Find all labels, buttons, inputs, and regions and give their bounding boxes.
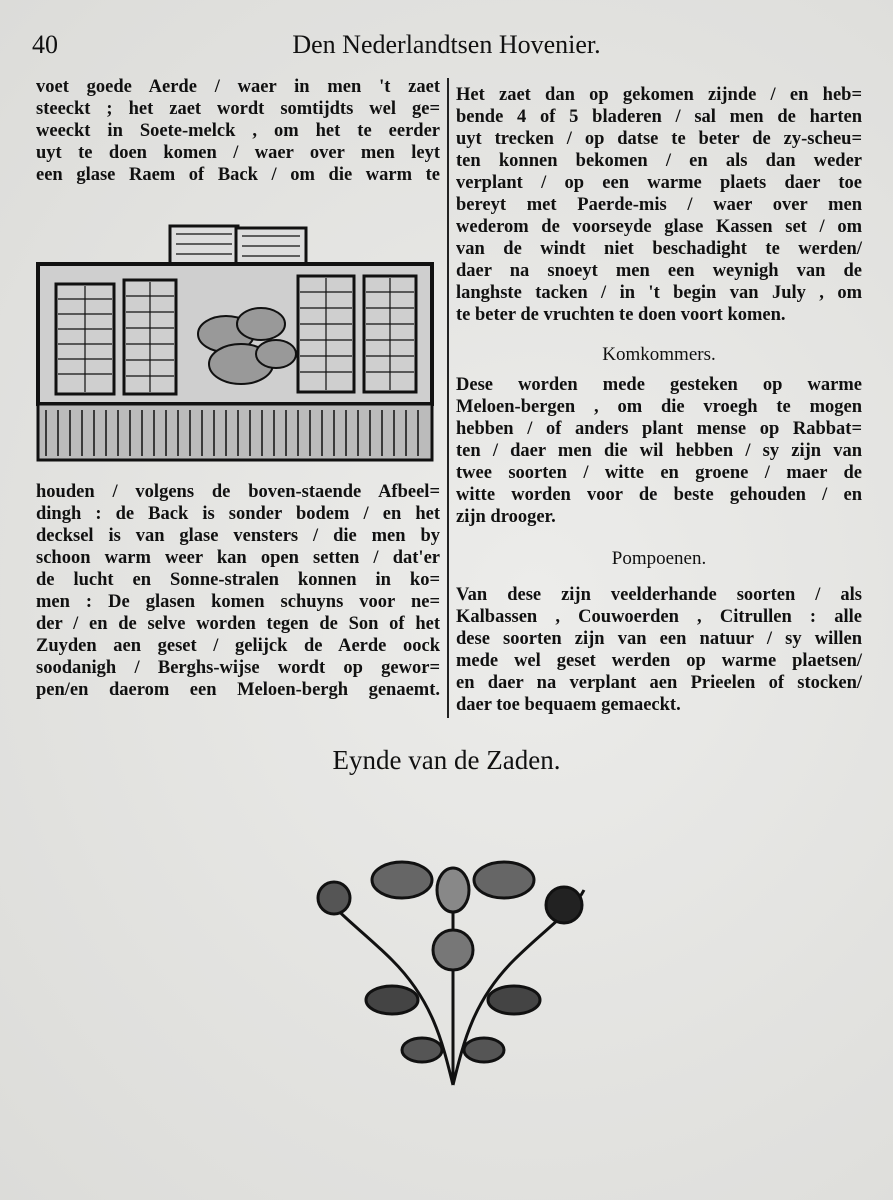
right-column-komkommers	[456, 374, 862, 528]
text-line: schoon warm weer kan open setten / dat'er	[36, 548, 440, 568]
text-line: en daer na verplant aen Prieelen of stocken/	[456, 673, 862, 693]
running-title: Den Nederlandtsen Hovenier.	[292, 30, 601, 59]
right-column-top	[456, 84, 862, 326]
text-line: een glase Raem of Back / om die warm te	[36, 165, 440, 185]
text-line: Meloen-bergen , om die vroegh te mogen	[456, 397, 862, 417]
text-line: bende 4 of 5 bladeren / sal men de harten	[456, 107, 862, 127]
text-line: Dese worden mede gesteken op warme	[456, 375, 862, 395]
text-line: ten / daer men die wil hebben / sy zijn van	[456, 441, 862, 461]
text-line: ten konnen bekomen / en als dan weder	[456, 151, 862, 171]
floral-tailpiece-ornament	[312, 850, 594, 1092]
text-line: steeckt ; het zaet wordt somtijdts wel ge=	[36, 99, 440, 119]
text-line: weeckt in Soete-melck , om het te eerder	[36, 121, 440, 141]
text-line: voet goede Aerde / waer in men 't zaet	[36, 77, 440, 97]
text-line: Van dese zijn veelderhande soorten / als	[456, 585, 862, 605]
text-line: verplant / op een warme plaets daer toe	[456, 173, 862, 193]
page-number: 40	[32, 30, 58, 59]
text-line: Kalbassen , Couwoerden , Citrullen : alle	[456, 607, 862, 627]
hotbed-woodcut	[36, 224, 436, 462]
text-line: uyt te doen komen / waer over men leyt	[36, 143, 440, 163]
text-line: bereyt met Paerde-mis / waer over men	[456, 195, 862, 215]
text-line: mede wel geset werden op warme plaetsen/	[456, 651, 862, 671]
closing-title: Eynde van de Zaden.	[332, 745, 561, 775]
section-heading-pompoenen: Pompoenen.	[611, 548, 707, 569]
text-line: pen/en daerom een Meloen-bergh genaemt.	[36, 680, 440, 700]
text-line: decksel is van glase vensters / die men by	[36, 526, 440, 546]
text-line: zijn drooger.	[456, 507, 556, 527]
text-line: twee soorten / witte en groene / maer de	[456, 463, 862, 483]
right-column-pompoenen	[456, 584, 862, 716]
text-line: witte worden voor de beste gehouden / en	[456, 485, 862, 505]
text-line: wederom de voorseyde glase Kassen set / om	[456, 217, 862, 237]
text-line: der / en de selve worden tegen de Son of het	[36, 614, 440, 634]
text-line: daer na snoeyt men een weynigh van de	[456, 261, 862, 281]
column-divider	[447, 78, 449, 718]
text-line: Zuyden aen geset / gelijck de Aerde oock	[36, 636, 440, 656]
text-line: dingh : de Back is sonder bodem / en het	[36, 504, 440, 524]
text-line: men : De glasen komen schuyns voor ne=	[36, 592, 440, 612]
text-line: langhste tacken / in 't begin van July , om	[456, 283, 862, 303]
text-line: van de windt niet beschadight te werden/	[456, 239, 862, 259]
text-line: daer toe bequaem gemaeckt.	[456, 695, 681, 715]
left-column-top	[36, 76, 440, 186]
text-line: hebben / of anders plant mense op Rabbat=	[456, 419, 862, 439]
text-line: te beter de vruchten te doen voort komen.	[456, 305, 786, 325]
text-line: houden / volgens de boven-staende Afbeel=	[36, 482, 440, 502]
text-line: Het zaet dan op gekomen zijnde / en heb=	[456, 85, 862, 105]
section-heading-komkommers: Komkommers.	[602, 344, 716, 365]
text-line: soodanigh / Berghs-wijse wordt op gewor=	[36, 658, 440, 678]
text-line: dese soorten zijn van een natuur / sy willen	[456, 629, 862, 649]
text-line: uyt trecken / op datse te beter de zy-scheu=	[456, 129, 862, 149]
left-column-bottom	[36, 481, 440, 701]
text-line: de lucht en Sonne-stralen konnen in ko=	[36, 570, 440, 590]
